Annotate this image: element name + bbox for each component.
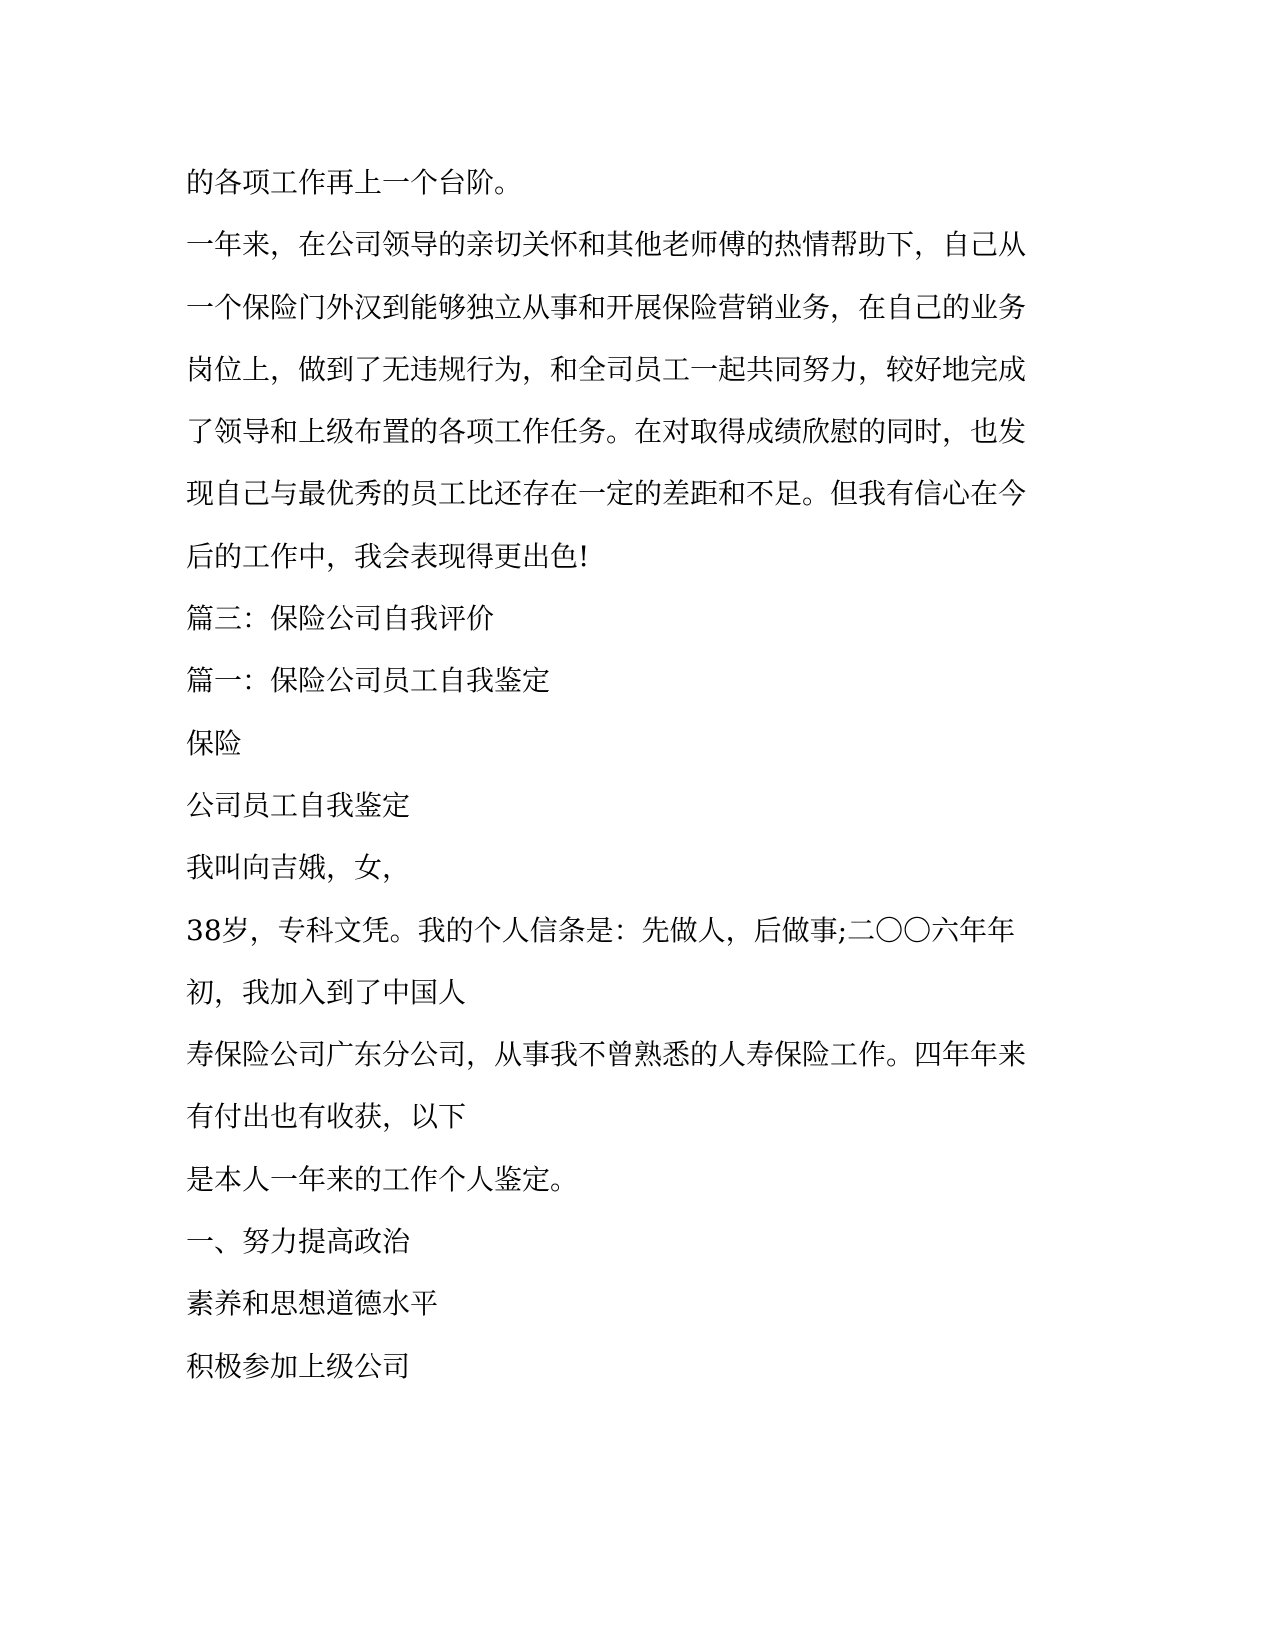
text-line: 积极参加上级公司 bbox=[186, 1349, 411, 1383]
text-line: 有付出也有收获，以下 bbox=[186, 1100, 467, 1134]
subsection-heading: 一、努力提高政治 bbox=[186, 1225, 411, 1259]
text-line: 一个保险门外汉到能够独立从事和开展保险营销业务，在自己的业务 bbox=[186, 290, 1027, 324]
title-line: 保险 bbox=[186, 726, 243, 760]
text-line: 38岁，专科文凭。我的个人信条是：先做人，后做事;二〇〇六年年 bbox=[186, 913, 1016, 947]
section-heading: 篇一：保险公司员工自我鉴定 bbox=[186, 664, 551, 698]
text-line: 初，我加入到了中国人 bbox=[186, 975, 467, 1009]
text-line: 寿保险公司广东分公司，从事我不曾熟悉的人寿保险工作。四年年来 bbox=[186, 1038, 1027, 1072]
document-body bbox=[186, 152, 1036, 1398]
text-line: 是本人一年来的工作个人鉴定。 bbox=[186, 1162, 579, 1196]
text-line: 素养和思想道德水平 bbox=[186, 1287, 439, 1321]
section-heading: 篇三：保险公司自我评价 bbox=[186, 602, 495, 636]
text-line: 现自己与最优秀的员工比还存在一定的差距和不足。但我有信心在今 bbox=[186, 477, 1027, 511]
text-line: 的各项工作再上一个台阶。 bbox=[186, 166, 523, 199]
text-line: 我叫向吉娥，女， bbox=[186, 851, 411, 885]
text-line: 后的工作中，我会表现得更出色! bbox=[186, 539, 590, 573]
text-line: 了领导和上级布置的各项工作任务。在对取得成绩欣慰的同时，也发 bbox=[186, 415, 1027, 449]
text-line: 岗位上，做到了无违规行为，和全司员工一起共同努力，较好地完成 bbox=[186, 352, 1027, 386]
text-line: 一年来，在公司领导的亲切关怀和其他老师傅的热情帮助下，自己从 bbox=[186, 228, 1027, 262]
title-line: 公司员工自我鉴定 bbox=[186, 788, 411, 822]
